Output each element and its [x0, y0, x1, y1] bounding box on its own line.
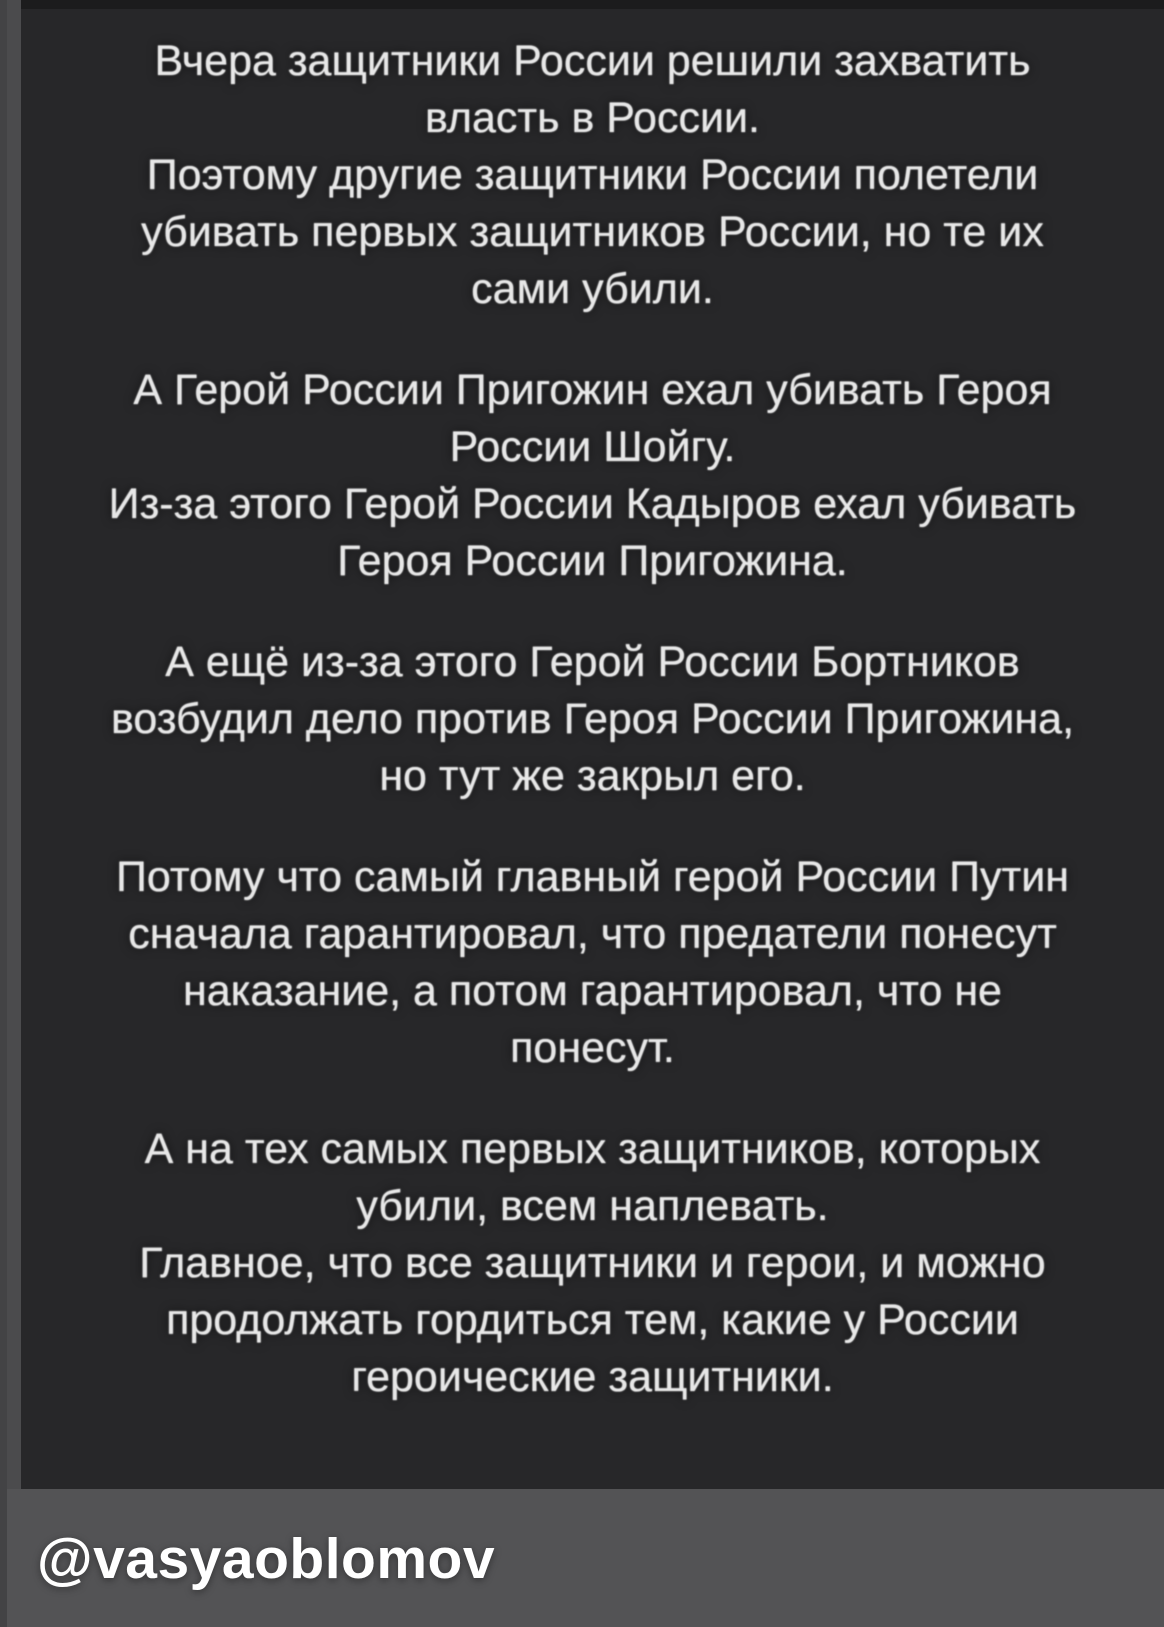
text-line: понесут. — [510, 1024, 675, 1072]
panel-top-edge — [21, 0, 1164, 9]
text-panel — [21, 0, 1164, 1489]
text-line: продолжать гордиться тем, какие у России — [166, 1296, 1019, 1344]
text-line: Поэтому другие защитники России полетели — [146, 151, 1039, 199]
paragraph-5 — [91, 1121, 1094, 1406]
text-line: Потому что самый главный герой России Путин — [115, 853, 1070, 901]
text-line: Вчера защитники России решили захватить — [154, 37, 1031, 85]
text-line: России Шойгу. — [449, 423, 736, 471]
text-line: убили, всем наплевать. — [356, 1182, 829, 1230]
text-line: Из-за этого Герой России Кадыров ехал убивать — [108, 480, 1077, 528]
text-line: возбудил дело против Героя России Пригожина, — [110, 695, 1075, 743]
paragraph-3 — [91, 634, 1094, 805]
text-line: сначала гарантировал, что предатели понесут — [128, 910, 1057, 958]
text-line: Главное, что все защитники и герои, и можно — [139, 1239, 1046, 1287]
text-line: Героя России Пригожина. — [337, 537, 848, 585]
text-line: героические защитники. — [351, 1353, 834, 1401]
left-gutter-strip — [7, 0, 21, 1489]
paragraph-1 — [91, 33, 1094, 318]
text-line: наказание, а потом гарантировал, что не — [183, 967, 1002, 1015]
text-line: А Герой России Пригожин ехал убивать Героя — [133, 366, 1052, 414]
paragraph-4 — [91, 849, 1094, 1077]
post-text — [21, 33, 1164, 1406]
paragraph-2 — [91, 362, 1094, 590]
text-line: но тут же закрыл его. — [379, 752, 806, 800]
left-edge-line — [0, 0, 7, 1627]
author-handle: @vasyaoblomov — [37, 1527, 496, 1591]
text-line: убивать первых защитников России, но те их — [141, 208, 1044, 256]
text-line: сами убили. — [471, 265, 714, 313]
text-line: А ещё из-за этого Герой России Бортников — [165, 638, 1020, 686]
text-line: власть в России. — [425, 94, 760, 142]
text-line: А на тех самых первых защитников, которых — [144, 1125, 1041, 1173]
